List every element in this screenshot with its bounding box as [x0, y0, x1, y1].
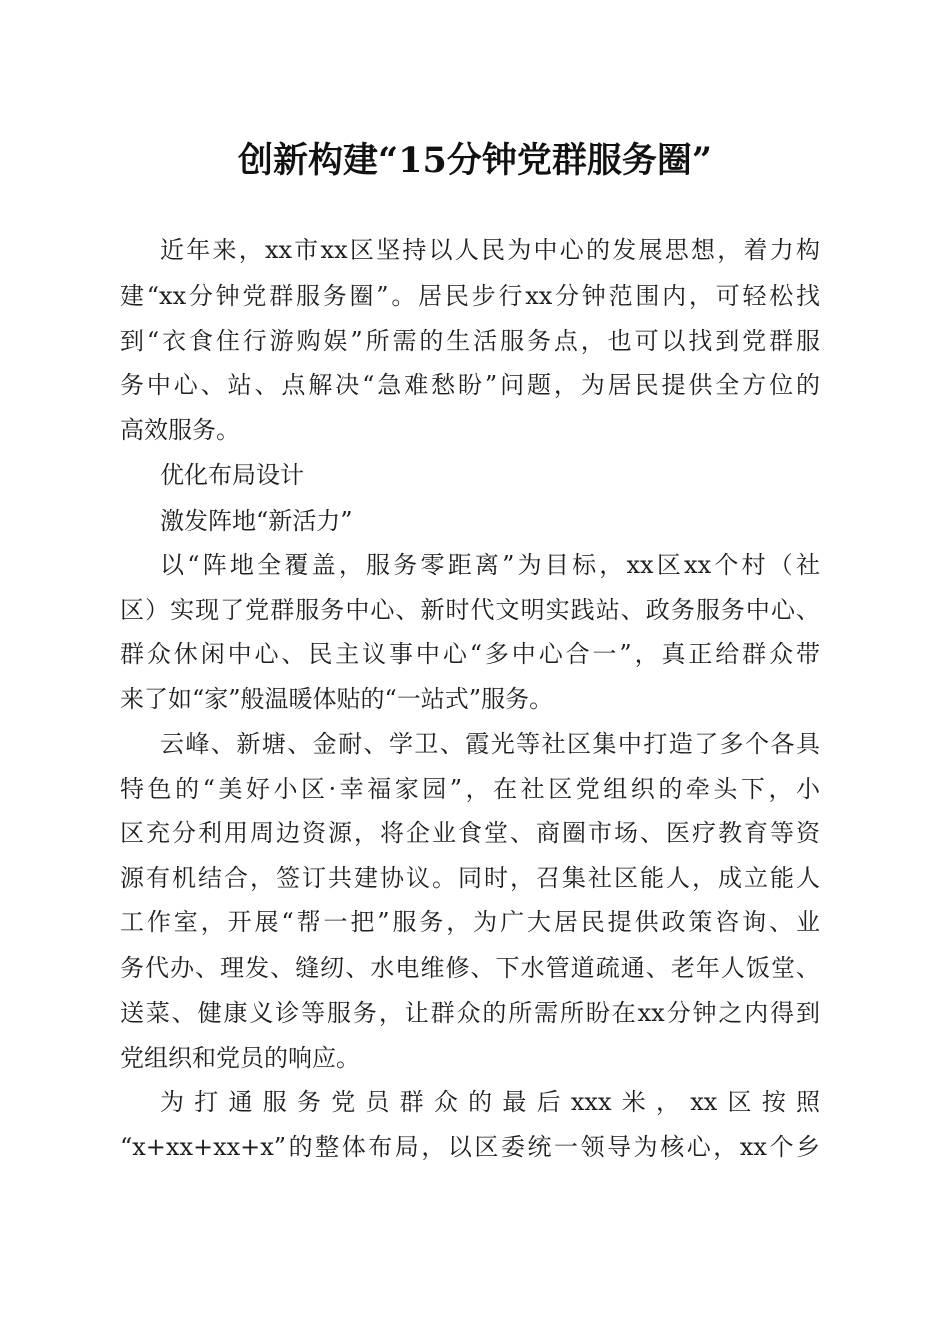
paragraph-line: 以“阵地全覆盖，服务零距离”为目标，xx区xx个村（社 — [160, 551, 820, 579]
paragraph-line: 工作室，开展“帮一把”服务，为广大居民提供政策咨询、业 — [120, 908, 820, 936]
paragraph-line: 来了如“家”般温暖体贴的“一站式”服务。 — [120, 685, 554, 713]
paragraph-line: “x+xx+xx+x”的整体布局，以区委统一领导为核心，xx个乡 — [120, 1133, 820, 1161]
paragraph-line: 区充分利用周边资源，将企业食堂、商圈市场、医疗教育等资 — [120, 819, 820, 847]
paragraph-line: 特色的“美好小区·幸福家园”，在社区党组织的牵头下，小 — [120, 775, 820, 803]
paragraph-line: 务代办、理发、缝纫、水电维修、下水管道疏通、老年人饭堂、 — [120, 954, 820, 982]
paragraph-line: 群众休闲中心、民主议事中心“多中心合一”，真正给群众带 — [120, 640, 820, 668]
section-heading: 优化布局设计 — [160, 461, 304, 489]
paragraph-line: 务中心、站、点解决“急难愁盼”问题，为居民提供全方位的 — [120, 371, 820, 399]
paragraph-line: 区）实现了党群服务中心、新时代文明实践站、政务服务中心、 — [120, 596, 820, 624]
section-subheading: 激发阵地“新活力” — [160, 507, 353, 535]
paragraph-line: 近年来，xx市xx区坚持以人民为中心的发展思想，着力构 — [160, 236, 820, 264]
paragraph-line: 党组织和党员的响应。 — [120, 1044, 360, 1072]
paragraph-line: 送菜、健康义诊等服务，让群众的所需所盼在xx分钟之内得到 — [120, 999, 820, 1027]
paragraph-line: 高效服务。 — [120, 416, 240, 444]
paragraph-line: 建“xx分钟党群服务圈”。居民步行xx分钟范围内，可轻松找 — [120, 282, 820, 310]
paragraph-line: 云峰、新塘、金耐、学卫、霞光等社区集中打造了多个各具 — [160, 730, 820, 758]
paragraph-line: 源有机结合，签订共建协议。同时，召集社区能人，成立能人 — [120, 864, 820, 892]
paragraph-line: 到“衣食住行游购娱”所需的生活服务点，也可以找到党群服 — [120, 327, 820, 355]
document-title: 创新构建“15分钟党群服务圈” — [238, 140, 712, 181]
paragraph-line: 为打通服务党员群众的最后xxx米，xx区按照 — [160, 1088, 820, 1116]
